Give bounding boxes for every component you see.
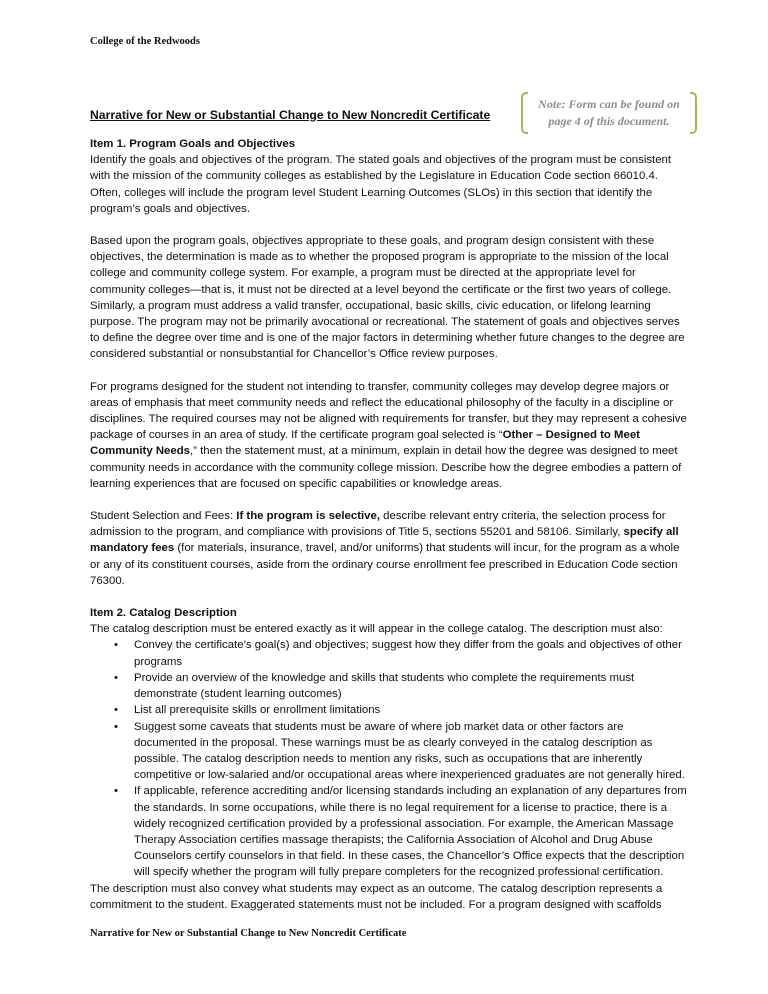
- document-title: Narrative for New or Substantial Change to New Noncredit Certificate: [90, 108, 491, 122]
- page-header: College of the Redwoods: [90, 36, 200, 47]
- item2-intro: The catalog description must be entered exactly as it will appear in the college catalog. The description must also:: [90, 623, 663, 636]
- list-item: • Convey the certificate’s goal(s) and objectives; suggest how they differ from the goals and objectives of other programs: [134, 637, 687, 669]
- item2-closing: The description must also convey what students may expect as an outcome. The catalog description represents a commitment to the student. Exaggerated statements must not be included. For a program designed with scaffolds: [90, 882, 663, 911]
- right-bracket: [690, 92, 697, 134]
- note-text: Note: Form can be found on page 4 of this document.: [538, 97, 680, 128]
- item1-paragraph-4: [90, 508, 687, 589]
- paragraph-text: describe relevant entry criteria, the selection process for admission to the program, and compliance with provisions of Title 5, sections 55201 and 58106. Similarly,: [90, 510, 666, 539]
- page-footer: Narrative for New or Substantial Change to New Noncredit Certificate: [90, 928, 407, 939]
- item1-heading: Item 1. Program Goals and Objectives: [90, 138, 296, 150]
- list-item: • Provide an overview of the knowledge and skills that students who complete the requirements must demonstrate (student learning outcomes): [134, 670, 687, 702]
- emphasis-mandatory-fees: specify all mandatory fees: [90, 526, 679, 555]
- list-item: • Suggest some caveats that students must be aware of where job market data or other factors are documented in the proposal. These warnings must be as clearly conveyed in the catalog description as possible. The catalog description needs to mention any risks, such as occupations that are inherently competitive or low-salaried and/or occupational areas where inexperienced graduates are not generally hired.: [134, 719, 687, 784]
- item1-paragraph-3: [90, 379, 687, 492]
- left-bracket: [521, 92, 528, 134]
- item2-heading: Item 2. Catalog Description: [90, 607, 237, 620]
- note-callout: [521, 92, 697, 134]
- paragraph-text: For programs designed for the student not intending to transfer, community colleges may develop degree majors or areas of emphasis that meet community needs and reflect the educational philosophy of the faculty in a discipline or disciplines. The required courses may not be aligned with requirements for transfer, but they may represent a cohesive package of courses in an area of study. If the certificate program goal selected is “: [90, 380, 687, 442]
- paragraph-text: (for materials, insurance, travel, and/or uniforms) that students will incur, for the program as a whole or any of its constituent courses, aside from the ordinary course enrollment fee prescribed in Education Code section 76300.: [90, 542, 680, 587]
- emphasis-other-community: Other – Designed to Meet Community Needs: [90, 429, 640, 458]
- item1-paragraph-1: Identify the goals and objectives of the program. The stated goals and objectives of the program must be consistent with the mission of the community colleges as established by the Legislature in Education Code section 66010.4. Often, colleges will include the program level Student Learning Outcomes (SLOs) in this section that identify the program’s goals and objectives.: [90, 154, 672, 215]
- list-item: • List all prerequisite skills or enrollment limitations: [134, 702, 687, 718]
- list-item: • If applicable, reference accrediting and/or licensing standards including an explanation of any departures from the standards. In some occupations, while there is no legal requirement for a license to practice, there is a widely recognized certification provided by a professional association. For example, the American Massage Therapy Association certifies massage therapists; the California Association of Alcohol and Drug Abuse Counselors certify counselors in that field. In these cases, the Chancellor’s Office expects that the description will specify whether the program will fully prepare completers for the recognized professional certification.: [134, 783, 687, 880]
- catalog-requirements-list: [90, 637, 687, 880]
- paragraph-text: Student Selection and Fees:: [90, 510, 237, 523]
- emphasis-selective: If the program is selective,: [236, 510, 380, 523]
- document-body: [90, 136, 687, 913]
- item1-paragraph-2: Based upon the program goals, objectives appropriate to these goals, and program design consistent with these objectives, the determination is made as to whether the proposed program is appropriate to the mission of the local college and community college system. For example, a program must be directed at the appropriate level for community colleges—that is, it must not be directed at a level beyond the certificate or the first two years of college. Similarly, a program must address a valid transfer, occupational, basic skills, civic education, or lifelong learning purpose. The program may not be primarily avocational or recreational. The statement of goals and objectives serves to define the degree over time and is one of the major factors in determining whether future changes to the degree are considered substantial or nonsubstantial for Chancellor’s Office review purposes.: [90, 235, 685, 361]
- paragraph-text: ,” then the statement must, at a minimum, explain in detail how the degree was designed to meet community needs in accordance with the community college mission. Describe how the degree embodies a pattern of learning experiences that are focused on specific capabilities or knowledge areas.: [90, 445, 682, 490]
